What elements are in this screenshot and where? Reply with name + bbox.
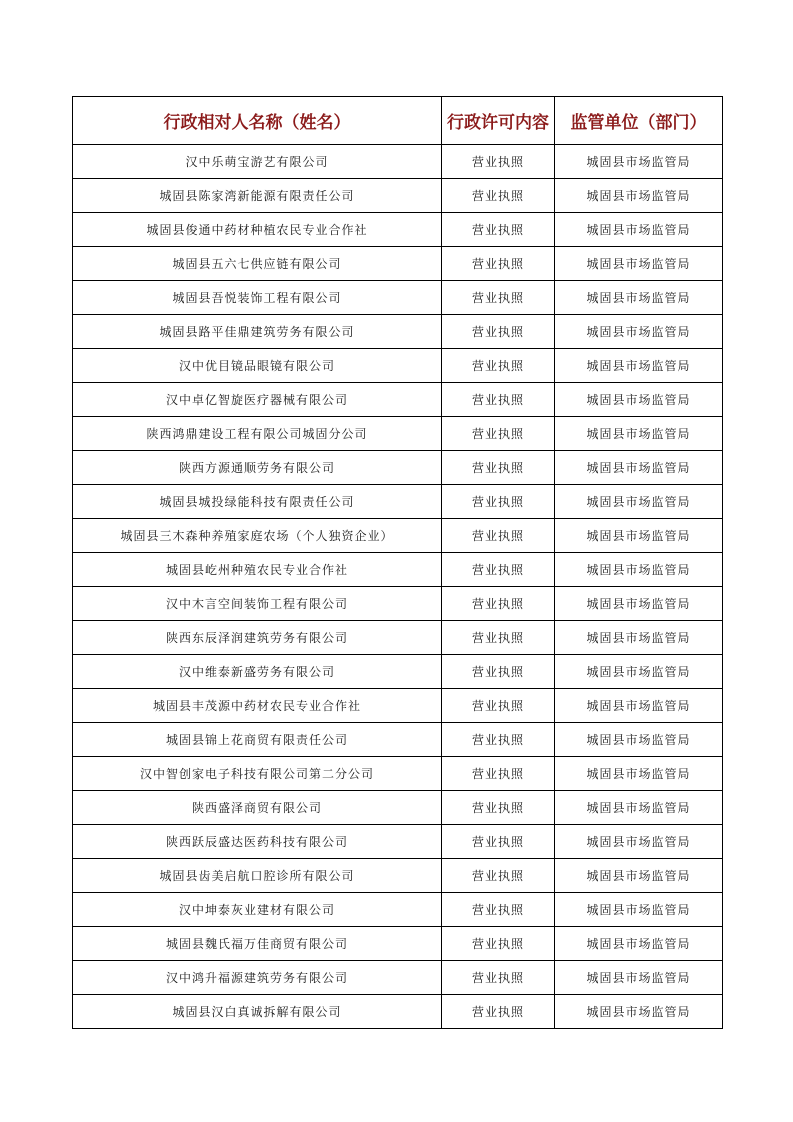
cell-party-name: 陕西鸿鼎建设工程有限公司城固分公司 xyxy=(73,417,442,451)
cell-license-content: 营业执照 xyxy=(442,451,555,485)
cell-party-name: 城固县陈家湾新能源有限责任公司 xyxy=(73,179,442,213)
cell-license-content: 营业执照 xyxy=(442,281,555,315)
table-row xyxy=(73,315,723,349)
cell-license-content: 营业执照 xyxy=(442,723,555,757)
cell-supervising-unit: 城固县市场监管局 xyxy=(555,723,723,757)
cell-license-content: 营业执照 xyxy=(442,247,555,281)
cell-supervising-unit: 城固县市场监管局 xyxy=(555,383,723,417)
cell-supervising-unit: 城固县市场监管局 xyxy=(555,281,723,315)
cell-license-content: 营业执照 xyxy=(442,383,555,417)
cell-party-name: 汉中坤泰灰业建材有限公司 xyxy=(73,893,442,927)
cell-supervising-unit: 城固县市场监管局 xyxy=(555,553,723,587)
cell-license-content: 营业执照 xyxy=(442,859,555,893)
cell-license-content: 营业执照 xyxy=(442,213,555,247)
cell-party-name: 城固县魏氏福万佳商贸有限公司 xyxy=(73,927,442,961)
cell-supervising-unit: 城固县市场监管局 xyxy=(555,587,723,621)
table-row xyxy=(73,417,723,451)
cell-license-content: 营业执照 xyxy=(442,893,555,927)
cell-party-name: 汉中智创家电子科技有限公司第二分公司 xyxy=(73,757,442,791)
cell-supervising-unit: 城固县市场监管局 xyxy=(555,485,723,519)
cell-license-content: 营业执照 xyxy=(442,791,555,825)
table-row xyxy=(73,383,723,417)
header-party-name: 行政相对人名称（姓名） xyxy=(73,97,442,145)
cell-supervising-unit: 城固县市场监管局 xyxy=(555,689,723,723)
table-row xyxy=(73,145,723,179)
cell-party-name: 城固县汉白真诚拆解有限公司 xyxy=(73,995,442,1029)
cell-license-content: 营业执照 xyxy=(442,315,555,349)
cell-party-name: 汉中维泰新盛劳务有限公司 xyxy=(73,655,442,689)
table-row xyxy=(73,621,723,655)
table-row xyxy=(73,757,723,791)
cell-license-content: 营业执照 xyxy=(442,655,555,689)
cell-supervising-unit: 城固县市场监管局 xyxy=(555,893,723,927)
cell-supervising-unit: 城固县市场监管局 xyxy=(555,519,723,553)
cell-license-content: 营业执照 xyxy=(442,995,555,1029)
cell-license-content: 营业执照 xyxy=(442,927,555,961)
cell-license-content: 营业执照 xyxy=(442,621,555,655)
cell-party-name: 汉中乐萌宝游艺有限公司 xyxy=(73,145,442,179)
cell-license-content: 营业执照 xyxy=(442,689,555,723)
cell-supervising-unit: 城固县市场监管局 xyxy=(555,655,723,689)
cell-party-name: 城固县俊通中药材种植农民专业合作社 xyxy=(73,213,442,247)
table-row xyxy=(73,723,723,757)
table-body xyxy=(73,145,723,1029)
table-row xyxy=(73,247,723,281)
cell-party-name: 陕西盛泽商贸有限公司 xyxy=(73,791,442,825)
cell-license-content: 营业执照 xyxy=(442,519,555,553)
table-row xyxy=(73,349,723,383)
cell-party-name: 城固县三木森种养殖家庭农场（个人独资企业） xyxy=(73,519,442,553)
cell-license-content: 营业执照 xyxy=(442,587,555,621)
table-row xyxy=(73,927,723,961)
cell-party-name: 城固县吾悦装饰工程有限公司 xyxy=(73,281,442,315)
cell-supervising-unit: 城固县市场监管局 xyxy=(555,349,723,383)
cell-supervising-unit: 城固县市场监管局 xyxy=(555,757,723,791)
cell-party-name: 汉中优目镜品眼镜有限公司 xyxy=(73,349,442,383)
cell-supervising-unit: 城固县市场监管局 xyxy=(555,417,723,451)
cell-license-content: 营业执照 xyxy=(442,825,555,859)
cell-supervising-unit: 城固县市场监管局 xyxy=(555,213,723,247)
table-row xyxy=(73,859,723,893)
cell-party-name: 陕西跃辰盛达医药科技有限公司 xyxy=(73,825,442,859)
cell-supervising-unit: 城固县市场监管局 xyxy=(555,791,723,825)
cell-license-content: 营业执照 xyxy=(442,349,555,383)
table-row xyxy=(73,281,723,315)
table-row xyxy=(73,553,723,587)
cell-supervising-unit: 城固县市场监管局 xyxy=(555,145,723,179)
cell-party-name: 陕西方源通顺劳务有限公司 xyxy=(73,451,442,485)
table-row xyxy=(73,179,723,213)
cell-party-name: 城固县路平佳鼎建筑劳务有限公司 xyxy=(73,315,442,349)
cell-party-name: 汉中木言空间装饰工程有限公司 xyxy=(73,587,442,621)
table-row xyxy=(73,995,723,1029)
cell-license-content: 营业执照 xyxy=(442,961,555,995)
cell-supervising-unit: 城固县市场监管局 xyxy=(555,247,723,281)
table-row xyxy=(73,587,723,621)
cell-supervising-unit: 城固县市场监管局 xyxy=(555,961,723,995)
cell-supervising-unit: 城固县市场监管局 xyxy=(555,179,723,213)
cell-license-content: 营业执照 xyxy=(442,485,555,519)
cell-supervising-unit: 城固县市场监管局 xyxy=(555,927,723,961)
license-table xyxy=(72,96,723,1029)
cell-party-name: 城固县城投绿能科技有限责任公司 xyxy=(73,485,442,519)
cell-license-content: 营业执照 xyxy=(442,553,555,587)
header-row xyxy=(73,97,723,145)
cell-supervising-unit: 城固县市场监管局 xyxy=(555,315,723,349)
table-row xyxy=(73,213,723,247)
table-row xyxy=(73,825,723,859)
cell-supervising-unit: 城固县市场监管局 xyxy=(555,825,723,859)
table-row xyxy=(73,519,723,553)
table-row xyxy=(73,961,723,995)
cell-party-name: 陕西东辰泽润建筑劳务有限公司 xyxy=(73,621,442,655)
cell-party-name: 汉中卓亿智旋医疗器械有限公司 xyxy=(73,383,442,417)
cell-license-content: 营业执照 xyxy=(442,145,555,179)
cell-license-content: 营业执照 xyxy=(442,757,555,791)
cell-party-name: 汉中鸿升福源建筑劳务有限公司 xyxy=(73,961,442,995)
cell-party-name: 城固县五六七供应链有限公司 xyxy=(73,247,442,281)
table-row xyxy=(73,451,723,485)
table-row xyxy=(73,485,723,519)
cell-license-content: 营业执照 xyxy=(442,417,555,451)
table-row xyxy=(73,893,723,927)
cell-party-name: 城固县锦上花商贸有限责任公司 xyxy=(73,723,442,757)
table-row xyxy=(73,655,723,689)
cell-party-name: 城固县齿美启航口腔诊所有限公司 xyxy=(73,859,442,893)
header-license-content: 行政许可内容 xyxy=(442,97,555,145)
cell-supervising-unit: 城固县市场监管局 xyxy=(555,859,723,893)
table-row xyxy=(73,791,723,825)
cell-supervising-unit: 城固县市场监管局 xyxy=(555,451,723,485)
cell-license-content: 营业执照 xyxy=(442,179,555,213)
cell-party-name: 城固县丰茂源中药材农民专业合作社 xyxy=(73,689,442,723)
header-supervising-unit: 监管单位（部门） xyxy=(555,97,723,145)
cell-supervising-unit: 城固县市场监管局 xyxy=(555,621,723,655)
table-row xyxy=(73,689,723,723)
cell-party-name: 城固县屹州种殖农民专业合作社 xyxy=(73,553,442,587)
cell-supervising-unit: 城固县市场监管局 xyxy=(555,995,723,1029)
